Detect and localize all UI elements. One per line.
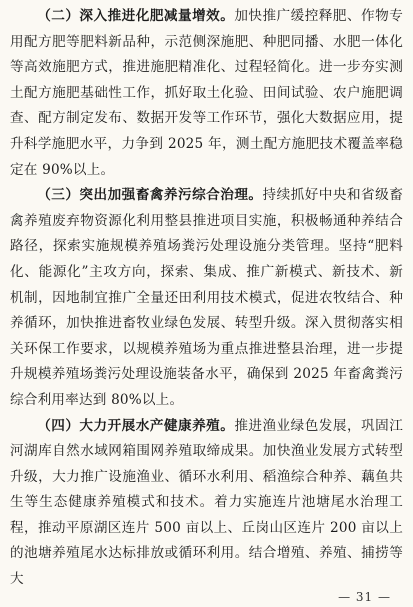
page-number: — 31 — — [338, 590, 391, 604]
section-4-heading: （四）大力开展水产健康养殖。 — [37, 417, 235, 434]
section-3-paragraph — [10, 183, 403, 413]
section-3-body: 持续抓好中央和省级畜禽养殖废弃物资源化利用整县推进项目实施，积极畅通种养结合路径，探索实施规模养殖场粪污处理设施分类管理。坚持“肥料化、能源化”主攻方向，探索、集成、推广新模式、新技术、新机制，因地制宜推广全量还田利用技术模式，促进农牧结合、种养循环，加快推进畜牧业绿色发展、转型升级。深入贯彻落实相关环保工作要求，以规模养殖场为重点推进整县治理，进一步提升规模养殖场粪污处理设施装备水平，确保到 2025 年畜禽粪污综合利用率达到 80%以上。 — [10, 187, 404, 408]
section-4-body: 推进渔业绿色发展，巩固江河湖库自然水域网箱围网养殖取缔成果。加快渔业发展方式转型升级，大力推广设施渔业、循环水利用、稻渔综合种养、藕鱼共生等生态健康养殖模式和技术。着力实施连片池塘尾水治理工程，推动平原湖区连片 500 亩以上、丘岗山区连片 200 亩以上的池塘养殖尾水达标排放或循环利用。结合增殖、养殖、捕捞等大 — [10, 417, 403, 588]
section-3-heading: （三）突出加强畜禽养污综合治理。 — [37, 187, 263, 204]
section-2-heading: （二）深入推进化肥减量增效。 — [37, 8, 235, 24]
section-4-paragraph — [10, 414, 403, 593]
section-2-body: 加快推广缓控释肥、作物专用配方肥等肥料新品种，示范侧深施肥、种肥同播、水肥一体化等高效施肥方式，推进施肥精准化、过程轻简化。进一步夯实测土配方施肥基础性工作，抓好取土化验、田间试验、农户施肥调查、配方制定发布、数据开发等工作环节，强化大数据应用，提升科学施肥水平，力争到 2025 年，测土配方施肥技术覆盖率稳定在 90%以上。 — [10, 8, 403, 178]
section-2-paragraph — [10, 4, 403, 183]
